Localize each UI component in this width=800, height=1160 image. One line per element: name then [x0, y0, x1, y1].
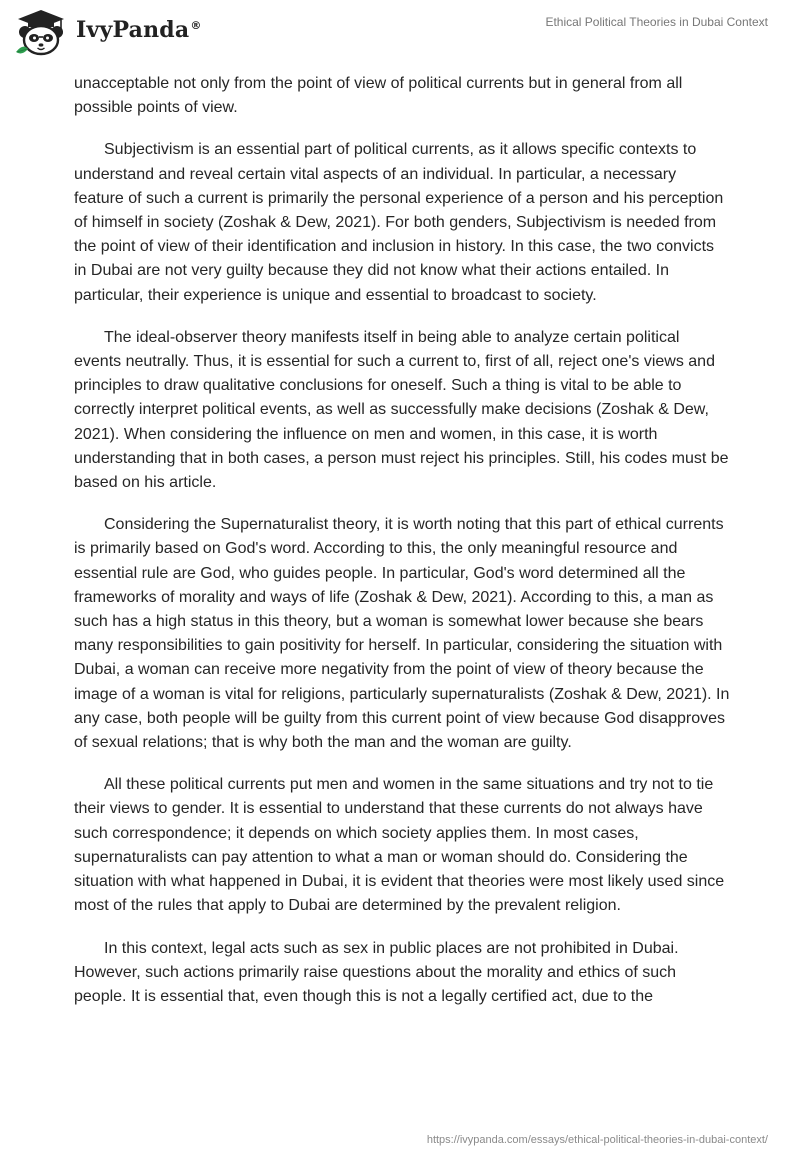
paragraph-gender-currents: All these political currents put men and women in the same situations and try not to tie their views to gender. It is essential to understand that these currents do not always have such correspondence; it depends on which society applies them. In most cases, supernaturalists can pay attention to what a man or woman should do. Considering the situation with what happened in Dubai, it is evident that theories were most likely used since most of the rules that apply to Dubai are determined by the prevalent religion.	[74, 776, 725, 915]
paragraph-ideal-observer: The ideal-observer theory manifests itself in being able to analyze certain political events neutrally. Thus, it is essential for such a current to, first of all, reject one's views and principles to draw qualitative conclusions for oneself. Such a thing is vital to be able to correctly interpret political events, as well as successfully make decisions (Zoshak & Dew, 2021). When considering the influence on men and women, in this case, it is worth understanding that in both cases, a person must reject his principles. Still, his codes must be based on his article.	[74, 328, 729, 492]
paragraph-subjectivism: Subjectivism is an essential part of political currents, as it allows specific contexts to understand and reveal certain vital aspects of an individual. In particular, a necessary feature of such a current is primarily the personal experience of a person and his perception of himself in society (Zoshak & Dew, 2021). For both genders, Subjectivism is needed from the point of view of their identification and inclusion in history. In this case, the two convicts in Dubai are not very guilty because they did not know what their actions entailed. In particular, their experience is unique and essential to broadcast to society.	[74, 141, 724, 304]
brand-logo[interactable]	[14, 8, 202, 56]
brand-name-text: IvyPanda	[76, 17, 190, 43]
registered-mark: ®	[190, 18, 202, 32]
panda-graduate-icon	[14, 8, 68, 56]
paragraph-continuation: unacceptable not only from the point of view of political currents but in general from all possible points of view.	[74, 75, 683, 117]
page-header	[0, 0, 800, 72]
document-title: Ethical Political Theories in Dubai Context	[545, 15, 768, 29]
essay-body	[74, 72, 730, 1027]
paragraph-legal-context: In this context, legal acts such as sex in public places are not prohibited in Dubai. However, such actions primarily raise questions about the morality and ethics of such people. It is essential that, even though this is not a legally certified act, due to the	[74, 939, 679, 1005]
brand-name	[76, 17, 202, 43]
source-url-link[interactable]: https://ivypanda.com/essays/ethical-political-theories-in-dubai-context/	[426, 1134, 768, 1146]
paragraph-supernaturalist: Considering the Supernaturalist theory, it is worth noting that this part of ethical currents is primarily based on God's word. According to this, the only meaningful resource and essential rule are God, who guides people. In particular, God's word determined all the frameworks of morality and ways of life (Zoshak & Dew, 2021). According to this, a man as such has a high status in this theory, but a woman is somewhat lower because she bears many responsibilities to gain positivity for herself. In particular, considering the situation with Dubai, a woman can receive more negativity from the point of view of theory because the image of a woman is vital for religions, particularly supernaturalists (Zoshak & Dew, 2021). In any case, both people will be guilty from this current point of view because God disapproves of sexual relations; that is why both the man and the woman are guilty.	[74, 516, 730, 752]
